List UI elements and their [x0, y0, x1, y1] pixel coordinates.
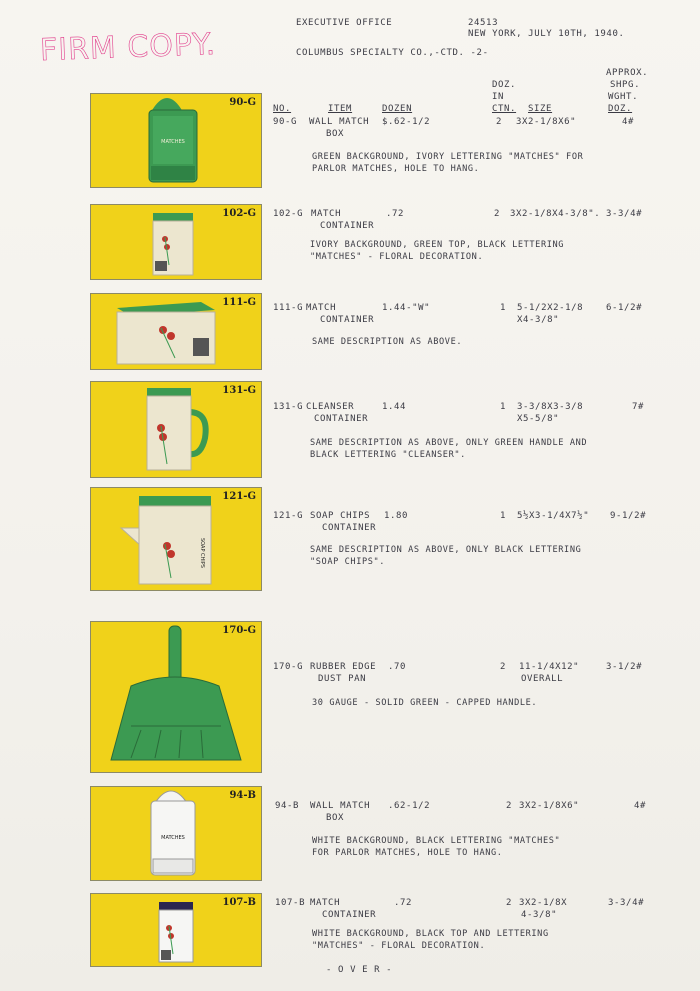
item-no: 94-B	[275, 801, 300, 811]
item-name: MATCH	[306, 303, 337, 313]
item-desc-2: BLACK LETTERING "CLEANSER".	[310, 450, 466, 460]
product-code: 102-G	[222, 208, 256, 219]
product-image-131g	[90, 381, 262, 478]
item-no: 90-G	[273, 117, 298, 127]
item-name: WALL MATCH	[310, 801, 371, 811]
product-image-170g	[90, 621, 262, 773]
page-footer-over: - O V E R -	[326, 965, 393, 975]
col-shpg: SHPG.	[610, 80, 641, 90]
col-ctn: CTN.	[492, 104, 517, 114]
item-name: MATCH	[311, 209, 342, 219]
item-size-2: 4-3/8"	[521, 910, 558, 920]
item-ctn: 2	[500, 662, 507, 672]
item-no: 102-G	[273, 209, 304, 219]
product-code: 90-G	[229, 97, 256, 108]
item-name: RUBBER EDGE	[310, 662, 377, 672]
item-weight: 3-1/2#	[606, 662, 643, 672]
item-ctn: 1	[500, 402, 507, 412]
item-desc-2: "SOAP CHIPS".	[310, 557, 386, 567]
product-code: 131-G	[222, 385, 256, 396]
item-no: 170-G	[273, 662, 304, 672]
matches-lettering: MATCHES	[161, 139, 185, 145]
item-weight: 4#	[634, 801, 647, 811]
item-name-2: CONTAINER	[314, 414, 369, 424]
col-item: ITEM	[328, 104, 353, 114]
product-image-121g	[90, 487, 262, 591]
item-weight: 6-1/2#	[606, 303, 643, 313]
item-name-2: BOX	[326, 129, 345, 139]
item-name-2: CONTAINER	[320, 221, 375, 231]
item-price: $.62-1/2	[382, 117, 431, 127]
item-size: 3X2-1/8X	[519, 898, 568, 908]
item-price: .70	[388, 662, 407, 672]
item-size: 3X2-1/8X6"	[519, 801, 580, 811]
col-size: SIZE	[528, 104, 553, 114]
item-desc: 30 GAUGE - SOLID GREEN - CAPPED HANDLE.	[312, 698, 538, 708]
item-desc: WHITE BACKGROUND, BLACK TOP AND LETTERING	[312, 929, 549, 939]
item-price: .62-1/2	[388, 801, 431, 811]
col-doz: DOZ.	[608, 104, 633, 114]
product-image-90g	[90, 93, 262, 188]
company-name: COLUMBUS SPECIALTY CO.,-CTD. -2-	[296, 48, 489, 58]
product-code: 107-B	[222, 897, 256, 908]
item-size: 3X2-1/8X4-3/8".	[510, 209, 601, 219]
col-in: IN	[492, 92, 505, 102]
letter-date: NEW YORK, JULY 10TH, 1940.	[468, 29, 625, 39]
col-approx: APPROX.	[606, 68, 649, 78]
item-no: 121-G	[273, 511, 304, 521]
item-desc: WHITE BACKGROUND, BLACK LETTERING "MATCHES"	[312, 836, 561, 846]
soap-chips-lettering: SOAP CHIPS	[199, 538, 205, 568]
item-name-2: CONTAINER	[322, 910, 377, 920]
item-desc: SAME DESCRIPTION AS ABOVE, ONLY BLACK LETTERING	[310, 545, 582, 555]
matches-lettering: MATCHES	[161, 835, 185, 841]
item-desc: SAME DESCRIPTION AS ABOVE, ONLY GREEN HANDLE AND	[310, 438, 588, 448]
reference-number: 24513	[468, 18, 499, 28]
firm-copy-stamp: FIRM COPY.	[39, 26, 217, 69]
item-name-2: CONTAINER	[322, 523, 377, 533]
product-image-94b	[90, 786, 262, 881]
item-name: MATCH	[310, 898, 341, 908]
item-desc-2: "MATCHES" - FLORAL DECORATION.	[312, 941, 486, 951]
item-no: 131-G	[273, 402, 304, 412]
item-desc: GREEN BACKGROUND, IVORY LETTERING "MATCHES" FOR	[312, 152, 584, 162]
item-desc-2: "MATCHES" - FLORAL DECORATION.	[310, 252, 484, 262]
item-price: .72	[394, 898, 413, 908]
item-desc-2: FOR PARLOR MATCHES, HOLE TO HANG.	[312, 848, 503, 858]
col-doz-in: DOZ.	[492, 80, 517, 90]
item-size-2: X5-5/8"	[517, 414, 560, 424]
item-size: 3-3/8X3-3/8	[517, 402, 584, 412]
product-code: 94-B	[229, 790, 256, 801]
col-no: NO.	[273, 104, 292, 114]
item-name: WALL MATCH	[309, 117, 370, 127]
item-price: 1.44	[382, 402, 407, 412]
col-dozen: DOZEN	[382, 104, 413, 114]
product-image-111g	[90, 293, 262, 370]
item-desc: IVORY BACKGROUND, GREEN TOP, BLACK LETTERING	[310, 240, 565, 250]
product-image-102g	[90, 204, 262, 280]
item-size: 5-1/2X2-1/8	[517, 303, 584, 313]
item-ctn: 2	[506, 898, 513, 908]
item-name: SOAP CHIPS	[310, 511, 371, 521]
item-no: 107-B	[275, 898, 306, 908]
item-name-2: DUST PAN	[318, 674, 367, 684]
item-ctn: 2	[506, 801, 513, 811]
item-price: .72	[386, 209, 405, 219]
product-code: 111-G	[222, 297, 256, 308]
item-name-2: BOX	[326, 813, 345, 823]
item-price: 1.80	[384, 511, 409, 521]
item-size: 11-1/4X12"	[519, 662, 580, 672]
col-wght: WGHT.	[608, 92, 639, 102]
item-size-2: X4-3/8"	[517, 315, 560, 325]
product-image-107b	[90, 893, 262, 967]
product-code: 121-G	[222, 491, 256, 502]
item-price: 1.44-"W"	[382, 303, 431, 313]
item-weight: 3-3/4#	[606, 209, 643, 219]
item-size: 3X2-1/8X6"	[516, 117, 577, 127]
item-weight: 3-3/4#	[608, 898, 645, 908]
item-desc: SAME DESCRIPTION AS ABOVE.	[312, 337, 463, 347]
item-no: 111-G	[273, 303, 304, 313]
executive-office-label: EXECUTIVE OFFICE	[296, 18, 393, 28]
item-ctn: 2	[496, 117, 503, 127]
item-size-2: OVERALL	[521, 674, 564, 684]
item-ctn: 2	[494, 209, 501, 219]
item-weight: 9-1/2#	[610, 511, 647, 521]
item-ctn: 1	[500, 303, 507, 313]
item-ctn: 1	[500, 511, 507, 521]
item-weight: 7#	[632, 402, 645, 412]
item-desc-2: PARLOR MATCHES, HOLE TO HANG.	[312, 164, 480, 174]
item-name: CLEANSER	[306, 402, 355, 412]
item-weight: 4#	[622, 117, 635, 127]
item-size: 5½X3-1/4X7½"	[517, 511, 590, 521]
item-name-2: CONTAINER	[320, 315, 375, 325]
product-code: 170-G	[222, 625, 256, 636]
